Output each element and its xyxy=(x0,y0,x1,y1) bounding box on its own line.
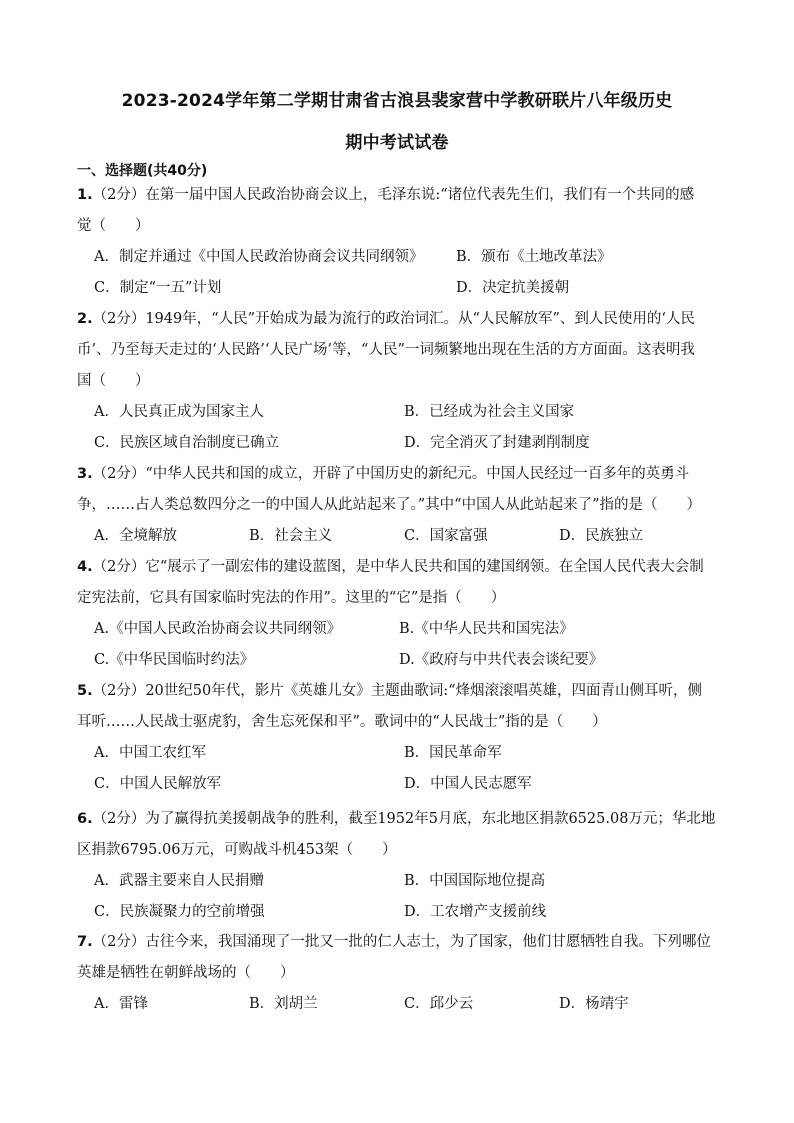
question-5 xyxy=(77,676,722,800)
question-text: 区捐款6795.06万元，可购战斗机453架（ ） xyxy=(77,842,397,858)
question-number: 7. xyxy=(77,934,93,950)
question-text: 耳听……人民战士驱虎豹，舍生忘死保和平”。歌词中的“人民战士”指的是（ ） xyxy=(77,714,607,730)
question-text: （2分）“中华人民共和国的成立，开辟了中国历史的新纪元。中国人民经过一百多年的英勇斗 xyxy=(92,466,690,482)
option-c: C．邱少云 xyxy=(404,996,474,1012)
option-c: C．国家富强 xyxy=(404,528,488,544)
option-a: A．中国工农红军 xyxy=(94,745,206,761)
option-a: A．武器主要来自人民捐赠 xyxy=(94,873,264,889)
options-row xyxy=(94,738,722,769)
question-2 xyxy=(77,304,722,459)
option-c: C．制定“一五”计划 xyxy=(94,280,222,296)
question-number: 5. xyxy=(77,683,93,699)
option-d: D．工农增产支援前线 xyxy=(404,904,547,920)
option-a: A．制定并通过《中国人民政治协商会议共同纲领》 xyxy=(94,249,424,265)
question-number: 3. xyxy=(77,466,93,482)
exam-title: 2023-2024学年第二学期甘肃省古浪县裴家营中学教研联片八年级历史 xyxy=(121,91,673,111)
question-text: 争，……占人类总数四分之一的中国人从此站起来了。”其中“中国人从此站起来了”指的是（ ） xyxy=(77,497,701,513)
option-d: D．决定抗美援朝 xyxy=(456,280,570,296)
options-row xyxy=(94,521,722,552)
question-number: 1. xyxy=(77,187,93,203)
section-heading: 一、选择题(共40分) xyxy=(77,163,208,179)
question-text: 定宪法前，它具有国家临时宪法的作用”。这里的“它”是指（ ） xyxy=(77,590,506,606)
option-b: B．已经成为社会主义国家 xyxy=(404,404,575,420)
question-text: 国（ ） xyxy=(77,373,150,389)
option-d: D．中国人民志愿军 xyxy=(404,776,532,792)
option-d: D.《政府与中共代表会谈纪要》 xyxy=(399,652,604,668)
option-a: A．全境解放 xyxy=(94,528,177,544)
option-d: D．杨靖宇 xyxy=(559,996,629,1012)
option-a: A.《中国人民政治协商会议共同纲领》 xyxy=(94,621,342,637)
option-a: A．人民真正成为国家主人 xyxy=(94,404,264,420)
question-text: 币’、乃至每天走过的‘人民路’‘人民广场’等，“人民”一词频繁地出现在生活的方方面面。这表明我 xyxy=(77,342,695,358)
option-d: D．民族独立 xyxy=(559,528,644,544)
question-text: 觉（ ） xyxy=(77,218,150,234)
option-a: A．雷锋 xyxy=(94,996,148,1012)
question-text: （2分）在第一届中国人民政治协商会议上，毛泽东说:“诸位代表先生们，我们有一个共同的感 xyxy=(92,187,695,203)
question-number: 2. xyxy=(77,311,93,327)
option-b: B．国民革命军 xyxy=(404,745,502,761)
options-row xyxy=(94,397,722,428)
option-c: C．民族区域自治制度已确立 xyxy=(94,435,280,451)
option-c: C．民族凝聚力的空前增强 xyxy=(94,904,265,920)
question-text: （2分）它“展示了一副宏伟的建设蓝图，是中华人民共和国的建国纲领。在全国人民代表大会制 xyxy=(92,559,704,575)
options-row xyxy=(94,428,722,459)
question-1 xyxy=(77,180,722,304)
option-c: C．中国人民解放军 xyxy=(94,776,222,792)
option-b: B．中国国际地位提高 xyxy=(404,873,546,889)
question-text: 英雄是牺牲在朝鲜战场的（ ） xyxy=(77,965,295,981)
question-4 xyxy=(77,552,722,676)
options-row xyxy=(94,645,722,676)
option-b: B.《中华人民共和国宪法》 xyxy=(399,621,574,637)
question-text: （2分）为了赢得抗美援朝战争的胜利，截至1952年5月底，东北地区捐款6525.08万元；华北地 xyxy=(92,811,716,827)
question-text: （2分）1949年，“人民”开始成为最为流行的政治词汇。从“人民解放军”、到人民使用的‘人民 xyxy=(92,311,695,327)
options-row xyxy=(94,866,722,897)
question-3 xyxy=(77,459,722,552)
option-b: B．刘胡兰 xyxy=(249,996,318,1012)
question-6 xyxy=(77,804,722,928)
options-row xyxy=(94,897,722,928)
question-number: 4. xyxy=(77,559,93,575)
options-row xyxy=(94,273,722,304)
question-text: （2分）古往今来，我国涌现了一批又一批的仁人志士，为了国家，他们甘愿牺牲自我。下列哪位 xyxy=(92,934,711,950)
options-row xyxy=(94,242,722,273)
option-c: C.《中华民国临时约法》 xyxy=(94,652,255,668)
option-d: D．完全消灭了封建剥削制度 xyxy=(404,435,590,451)
option-b: B．颁布《土地改革法》 xyxy=(456,249,612,265)
options-row xyxy=(94,769,722,800)
option-b: B．社会主义 xyxy=(249,528,333,544)
options-row xyxy=(94,614,722,645)
exam-subtitle: 期中考试试卷 xyxy=(345,133,449,153)
question-number: 6. xyxy=(77,811,93,827)
question-7 xyxy=(77,927,722,1020)
options-row xyxy=(94,989,722,1020)
question-text: （2分）20世纪50年代，影片《英雄儿女》主题曲歌词:“烽烟滚滚唱英雄，四面青山侧耳听，侧 xyxy=(92,683,703,699)
